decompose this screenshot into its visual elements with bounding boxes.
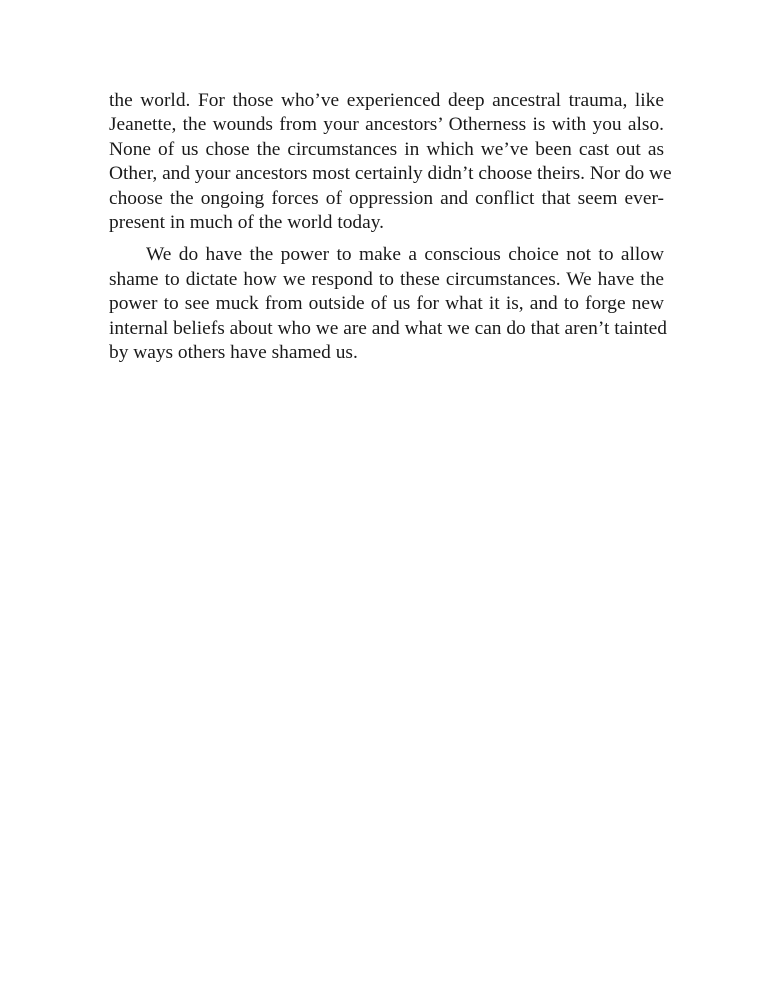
- text-line: Jeanette, the wounds from your ancestors’ Otherness is with you also.: [109, 114, 664, 136]
- text-line: None of us chose the circumstances in which we’ve been cast out as: [109, 138, 664, 160]
- body-text: [109, 89, 672, 365]
- text-line: choose the ongoing forces of oppression and conflict that seem ever-: [109, 187, 664, 209]
- text-line: internal beliefs about who we are and what we can do that aren’t tainted: [109, 317, 667, 339]
- text-line: the world. For those who’ve experienced deep ancestral trauma, like: [109, 90, 664, 111]
- text-line: We do have the power to make a conscious choice not to allow: [146, 244, 664, 266]
- paragraph-1: [109, 89, 672, 235]
- text-line: power to see muck from outside of us for what it is, and to forge new: [109, 293, 664, 315]
- paragraph-2: [109, 243, 667, 365]
- text-line: Other, and your ancestors most certainly didn’t choose theirs. Nor do we: [109, 163, 672, 185]
- text-line: by ways others have shamed us.: [109, 342, 358, 364]
- text-line: shame to dictate how we respond to these circumstances. We have the: [109, 268, 664, 290]
- text-line: present in much of the world today.: [109, 212, 384, 234]
